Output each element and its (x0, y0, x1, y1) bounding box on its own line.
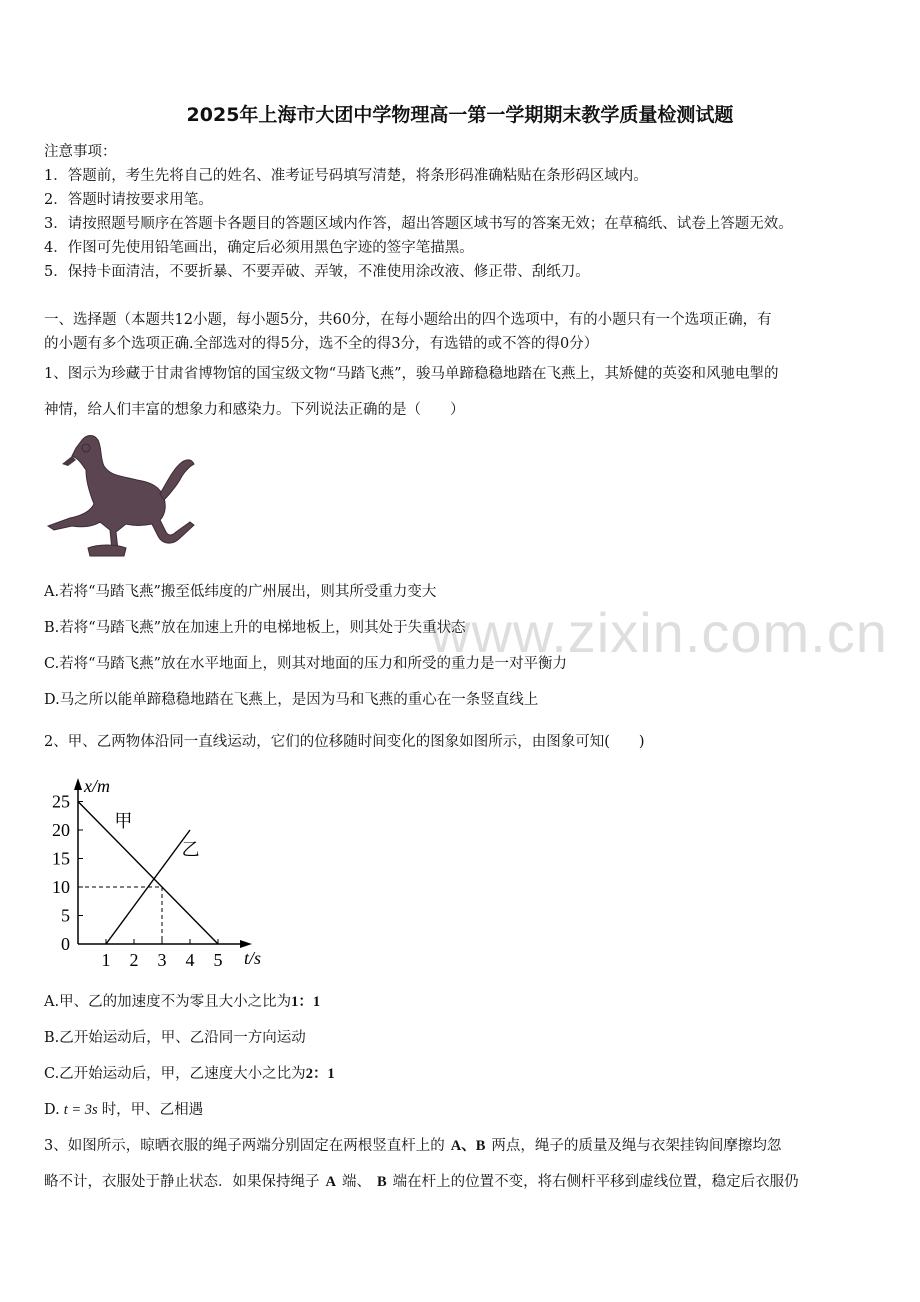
notice-item: 2．答题时请按要求用笔。 (44, 192, 213, 208)
section-heading-cont: 的小题有多个选项正确.全部选对的得5分，选不全的得3分，有选错的或不答的得0分） (44, 336, 599, 352)
series-line-yi (106, 830, 190, 944)
series-label: 乙 (181, 839, 200, 861)
x-tick-label: 5 (213, 950, 223, 970)
q2-option-d (44, 1098, 203, 1119)
q2-option-b: B.乙开始运动后，甲、乙沿同一方向运动 (44, 1030, 306, 1046)
xt-graph (40, 770, 280, 970)
q3-point-a: A (325, 1174, 336, 1190)
q2-option-a-ratio: 1：1 (291, 994, 321, 1010)
q1-stem-cont: 神情，给人们丰富的想象力和感染力。下列说法正确的是（ ） (44, 402, 465, 418)
notice-item: 5．保持卡面清洁，不要折暴、不要弄破、弄皱，不准使用涂改液、修正带、刮纸刀。 (44, 264, 590, 280)
q3-text: 两点，绳子的质量及绳与衣架挂钩间摩擦均忽 (491, 1138, 782, 1154)
q2-option-d-text: 时，甲、乙相遇 (101, 1102, 204, 1118)
q3-stem (44, 1134, 781, 1155)
q2-option-d-label: D. (44, 1102, 60, 1118)
q3-text: 端、 (341, 1174, 371, 1190)
y-tick-label: 5 (61, 905, 70, 926)
q3-point-b: B (376, 1174, 387, 1190)
q2-option-a-text: A.甲、乙的加速度不为零且大小之比为 (44, 994, 292, 1010)
q1-stem: 1、图示为珍藏于甘肃省博物馆的国宝级文物“马踏飞燕”，骏马单蹄稳稳地踏在飞燕上，其矫健的英姿和风驰电掣的 (44, 366, 779, 382)
q3-text: 端在杆上的位置不变，将右侧杆平移到虚线位置，稳定后衣服仍 (392, 1174, 799, 1190)
section-heading: 一、选择题（本题共12小题，每小题5分，共60分，在每小题给出的四个选项中，有的小题只有一个选项正确，有 (44, 312, 772, 328)
q1-option-c: C.若将“马踏飞燕”放在水平地面上，则其对地面的压力和所受的重力是一对平衡力 (44, 656, 568, 672)
page-title: 2025年上海市大团中学物理高一第一学期期末教学质量检测试题 (186, 104, 734, 126)
q3-points: A、B (450, 1138, 486, 1154)
x-axis-arrow-icon (240, 940, 252, 948)
y-tick-label: 20 (52, 820, 70, 840)
notice-heading: 注意事项： (44, 144, 117, 160)
series-line-jia (78, 802, 218, 945)
q1-option-d: D.马之所以能单蹄稳稳地踏在飞燕上，是因为马和飞燕的重心在一条竖直线上 (44, 692, 539, 708)
series-label: 甲 (114, 811, 133, 833)
q1-option-b: B.若将“马踏飞燕”放在加速上升的电梯地板上，则其处于失重状态 (44, 620, 466, 636)
notice-item: 3．请按照题号顺序在答题卡各题目的答题区域内作答，超出答题区域书写的答案无效；在草稿纸、试卷上答题无效。 (44, 216, 793, 232)
x-tick-label: 1 (101, 950, 111, 970)
y-axis-label: x/m (84, 776, 110, 796)
y-tick-label: 10 (52, 877, 70, 897)
q2-option-c-text: C.乙开始运动后，甲，乙速度大小之比为 (44, 1066, 306, 1082)
q2-option-c (44, 1062, 335, 1083)
x-tick-label: 2 (129, 950, 139, 970)
x-tick-label: 3 (157, 950, 167, 970)
q2-stem: 2、甲、乙两物体沿同一直线运动，它们的位移随时间变化的图象如图所示，由图象可知( ) (44, 734, 645, 750)
y-tick-label: 0 (61, 934, 70, 954)
q3-text: 3、如图所示，晾晒衣服的绳子两端分别固定在两根竖直杆上的 (44, 1138, 445, 1154)
x-axis-label: t/s (244, 948, 262, 968)
horse-statue-image (42, 428, 202, 568)
y-axis-arrow-icon (74, 778, 82, 790)
y-tick-label: 15 (52, 848, 70, 869)
q2-option-c-ratio: 2：1 (305, 1066, 335, 1082)
q1-option-a: A.若将“马踏飞燕”搬至低纬度的广州展出，则其所受重力变大 (44, 584, 437, 600)
notice-item: 1．答题前，考生先将自己的姓名、准考证号码填写清楚，将条形码准确粘贴在条形码区域内。 (44, 168, 648, 184)
watermark: www.zixin.com.cn (430, 601, 888, 664)
q2-option-d-math: t = 3s (63, 1102, 98, 1118)
notice-item: 4．作图可先使用铅笔画出，确定后必须用黑色字迹的签字笔描黑。 (44, 240, 474, 256)
y-tick-label: 25 (52, 791, 70, 812)
q3-text: 略不计，衣服处于静止状态．如果保持绳子 (44, 1174, 320, 1190)
q2-option-a (44, 990, 320, 1011)
q3-stem-cont (44, 1170, 799, 1191)
x-tick-label: 4 (185, 950, 195, 970)
